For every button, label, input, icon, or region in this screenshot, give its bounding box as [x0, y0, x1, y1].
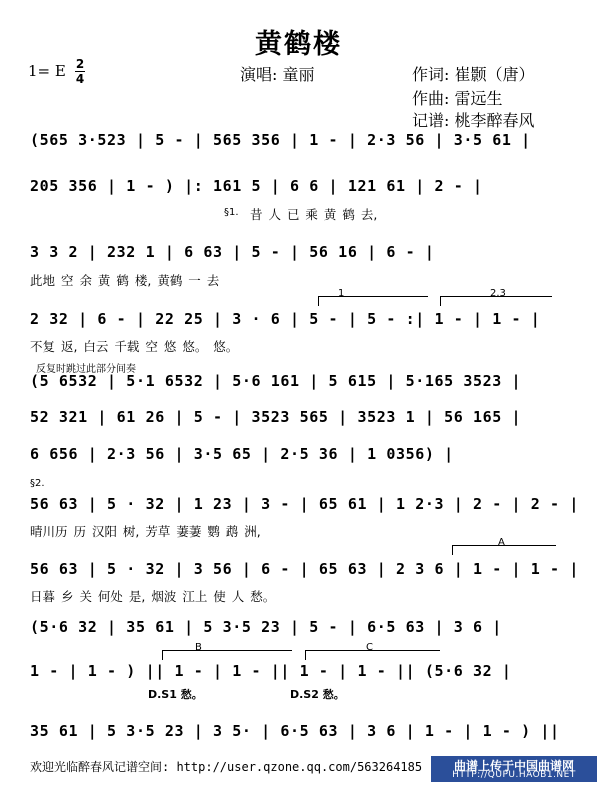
lyric-line-9: 日暮 乡 关 何处 是, 烟波 江上 使 人 愁。: [30, 589, 276, 604]
transcriber-credit: 记谱: 桃李醉春风: [412, 111, 535, 130]
volta-b-bracket-left: [162, 650, 163, 660]
segno-2: §2.: [30, 478, 45, 489]
lyric-line-2: 昔 人 已 乘 黄 鹤 去,: [250, 207, 378, 222]
volta-a-bracket-left: [452, 545, 453, 555]
lyric-line-4: 不复 返, 白云 千载 空 悠 悠。 悠。: [30, 339, 239, 354]
volta-b-label: B: [195, 642, 202, 653]
score-line-12: 35 61 | 5 3·5 23 | 3 5· | 6·5 63 | 3 6 | 1 - | 1 - ) ||: [30, 722, 560, 740]
segno-1: §1.: [224, 207, 239, 218]
score-line-4: 2 32 | 6 - | 22 25 | 3 · 6 | 5 - | 5 - :| 1 - | 1 - |: [30, 310, 541, 328]
time-top: 2: [75, 57, 85, 71]
score-line-6: 52 321 | 61 26 | 5 - | 3523 565 | 3523 1 | 56 165 |: [30, 408, 522, 426]
lyric-line-8: 晴川历 历 汉阳 树, 芳草 萋萋 鹦 鹉 洲,: [30, 524, 261, 539]
ds2-label: D.S2 愁。: [290, 688, 345, 701]
volta-a-label: A: [498, 537, 505, 548]
score-line-3: 3 3 2 | 232 1 | 6 63 | 5 - | 56 16 | 6 - |: [30, 243, 435, 261]
page-title: 黄鹤楼: [255, 29, 342, 60]
key-signature: 1= E: [28, 62, 66, 80]
score-line-9: 56 63 | 5 · 32 | 3 56 | 6 - | 65 63 | 2 3 6 | 1 - | 1 - |: [30, 560, 579, 578]
volta-b-bracket: [162, 650, 292, 651]
score-line-2: 205 356 | 1 - ) |: 161 5 | 6 6 | 121 61 | 2 - |: [30, 177, 483, 195]
volta-1-bracket: [318, 296, 428, 297]
volta-2-bracket-left: [440, 296, 441, 306]
score-line-10: (5·6 32 | 35 61 | 5 3·5 23 | 5 - | 6·5 63 | 3 6 |: [30, 618, 502, 636]
score-line-5: (5 6532 | 5·1 6532 | 5·6 161 | 5 615 | 5·165 3523 |: [30, 372, 522, 390]
score-line-8: 56 63 | 5 · 32 | 1 23 | 3 - | 65 61 | 1 2·3 | 2 - | 2 - |: [30, 495, 579, 513]
score-line-7: 6 656 | 2·3 56 | 3·5 65 | 2·5 36 | 1 0356) |: [30, 445, 454, 463]
volta-c-bracket-left: [305, 650, 306, 660]
volta-2-label: 2.3: [490, 288, 506, 299]
singer-credit: 演唱: 童丽: [240, 65, 315, 84]
lyricist-credit: 作词: 崔颢（唐）: [412, 65, 535, 84]
composer-credit: 作曲: 雷远生: [412, 89, 503, 108]
score-line-1: (565 3·523 | 5 - | 565 356 | 1 - | 2·3 56 | 3·5 61 |: [30, 131, 531, 149]
footer-link[interactable]: 欢迎光临醉春风记谱空间: http://user.qzone.qq.com/563264185: [30, 760, 423, 774]
lyric-line-3: 此地 空 余 黄 鹤 楼, 黄鹤 一 去: [30, 273, 220, 288]
time-signature: [75, 58, 85, 85]
volta-c-label: C: [366, 642, 373, 653]
score-line-11: 1 - | 1 - ) || 1 - | 1 - || 1 - | 1 - || (5·6 32 |: [30, 662, 512, 680]
time-bottom: 4: [75, 72, 85, 86]
ds1-label: D.S1 愁。: [148, 688, 203, 701]
volta-1-label: 1: [338, 288, 345, 299]
stamp-line-1: 曲谱上传于中国曲谱网: [453, 759, 574, 773]
stamp-line-2: HTTP://QUPU.HAOB1.NET: [452, 770, 576, 780]
repeat-note: 反复时跳过此部分间奏: [36, 364, 136, 375]
volta-1-bracket-left: [318, 296, 319, 306]
site-stamp: [431, 756, 597, 782]
